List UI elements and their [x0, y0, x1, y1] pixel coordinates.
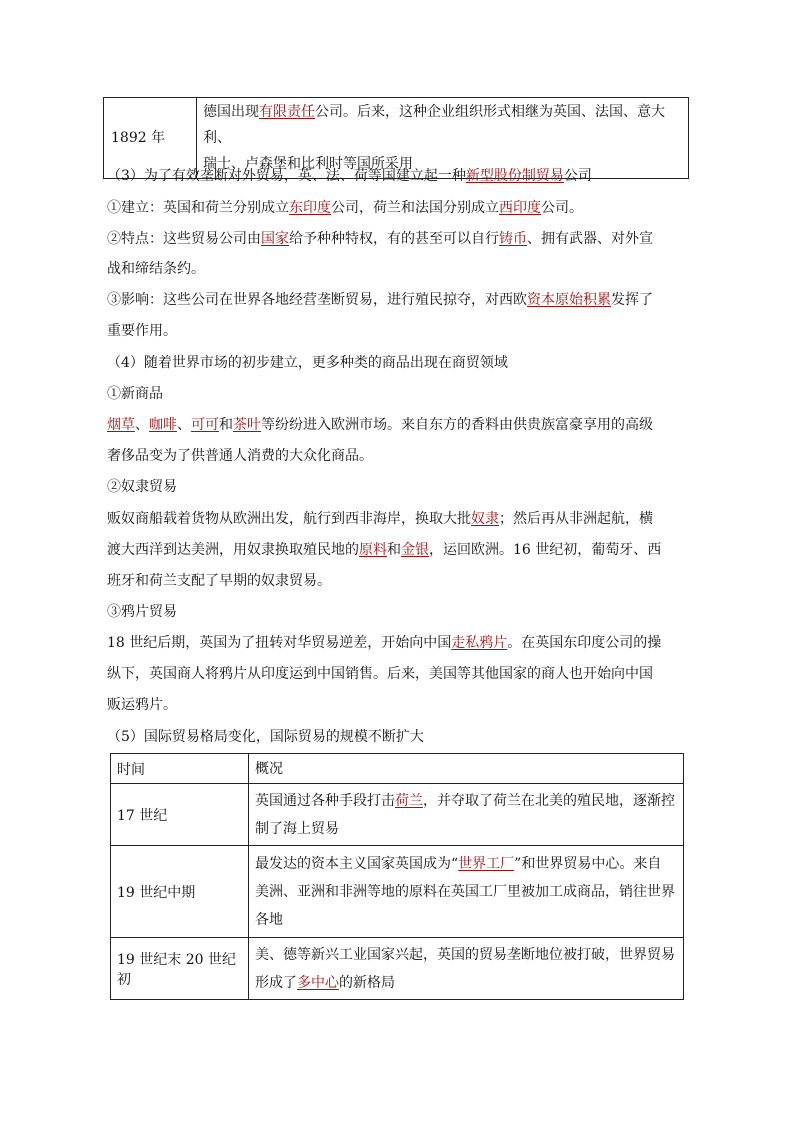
keyword: 原料	[359, 542, 387, 558]
keyword: 茶叶	[233, 417, 261, 433]
section-4-heading: （4）随着世界市场的初步建立，更多种类的商品出现在商贸领域	[107, 355, 508, 371]
row-time: 19 世纪中期	[111, 846, 249, 938]
opium-trade-title: ③鸦片贸易	[107, 604, 177, 620]
paragraph-features-cont: 战和缔结条约。	[107, 261, 205, 277]
keyword: 走私鸦片	[451, 635, 508, 651]
slave-trade-title: ②奴隶贸易	[107, 479, 177, 495]
section-5-heading: （5）国际贸易格局变化，国际贸易的规模不断扩大	[107, 729, 424, 745]
new-goods-title: ①新商品	[107, 386, 163, 402]
paragraph-new-goods-cont: 奢侈品变为了供普通人消费的大众化商品。	[107, 448, 373, 464]
paragraph-opium-cont: 纵下，英国商人将鸦片从印度运到中国销售。后来，美国等其他国家的商人也开始向中国	[107, 666, 653, 682]
paragraph-slave-cont2: 班牙和荷兰支配了早期的奴隶贸易。	[107, 573, 331, 589]
header-time: 时间	[111, 754, 249, 784]
keyword: 奴隶	[471, 511, 499, 527]
section-3-heading: （3）为了有效垄断对外贸易，英、法、荷等国建立起一种新型股份制贸易公司	[107, 168, 592, 184]
keyword: 世界工厂	[458, 855, 515, 872]
paragraph-opium-cont2: 贩运鸦片。	[107, 697, 177, 713]
keyword: 咖啡	[149, 417, 177, 433]
row-desc: 最发达的资本主义国家英国成为“世界工厂”和世界贸易中心。来自 美洲、亚洲和非洲等地的原料在英国工厂里被加工成商品，销往世界 各地	[249, 846, 684, 938]
keyword: 多中心	[297, 974, 339, 991]
keyword: 国家	[261, 231, 289, 247]
row-desc: 英国通过各种手段打击荷兰，并夺取了荷兰在北美的殖民地，逐渐控 制了海上贸易	[249, 784, 684, 846]
description-cell: 德国出现有限责任公司。后来，这种企业组织形式相继为英国、法国、意大利、 瑞士、卢森堡和比利时等国所采用	[197, 98, 689, 179]
row-time: 19 世纪末 20 世纪初	[111, 938, 249, 1000]
keyword: 烟草	[107, 417, 135, 433]
keyword: 西印度	[499, 200, 541, 216]
paragraph-new-goods: 烟草、咖啡、可可和茶叶等纷纷进入欧洲市场。来自东方的香料由供贵族富豪享用的高级	[107, 417, 653, 433]
keyword: 金银	[401, 542, 429, 558]
table-row	[111, 784, 684, 846]
keyword: 荷兰	[395, 792, 423, 809]
keyword: 铸币	[499, 231, 527, 247]
keyword: 可可	[191, 417, 219, 433]
paragraph-features: ②特点：这些贸易公司由国家给予种种特权，有的甚至可以自行铸币、拥有武器、对外宣	[107, 231, 653, 247]
year-cell: 1892 年	[104, 98, 197, 179]
paragraph-establish: ①建立：英国和荷兰分别成立东印度公司，荷兰和法国分别成立西印度公司。	[107, 200, 583, 216]
row-time: 17 世纪	[111, 784, 249, 846]
table-row	[111, 846, 684, 938]
keyword: 有限责任	[259, 104, 315, 120]
keyword: 新型股份制贸易	[465, 168, 564, 184]
paragraph-slave: 贩奴商船载着货物从欧洲出发，航行到西非海岸，换取大批奴隶；然后再从非洲起航，横	[107, 511, 653, 527]
keyword: 东印度	[289, 200, 331, 216]
table-header-row	[111, 754, 684, 784]
paragraph-impact: ③影响：这些公司在世界各地经营垄断贸易，进行殖民掠夺，对西欧资本原始积累发挥了	[107, 292, 653, 308]
table-row	[111, 938, 684, 1000]
paragraph-slave-cont: 渡大西洋到达美洲，用奴隶换取殖民地的原料和金银，运回欧洲。16 世纪初，葡萄牙、西	[107, 542, 662, 558]
header-desc: 概况	[249, 754, 684, 784]
keyword: 资本原始积累	[527, 292, 611, 308]
trade-pattern-table	[110, 753, 684, 1000]
paragraph-impact-cont: 重要作用。	[107, 323, 177, 339]
paragraph-opium: 18 世纪后期，英国为了扭转对华贸易逆差，开始向中国走私鸦片。在英国东印度公司的操	[107, 635, 662, 651]
row-desc: 美、德等新兴工业国家兴起，英国的贸易垄断地位被打破，世界贸易 形成了多中心的新格局	[249, 938, 684, 1000]
